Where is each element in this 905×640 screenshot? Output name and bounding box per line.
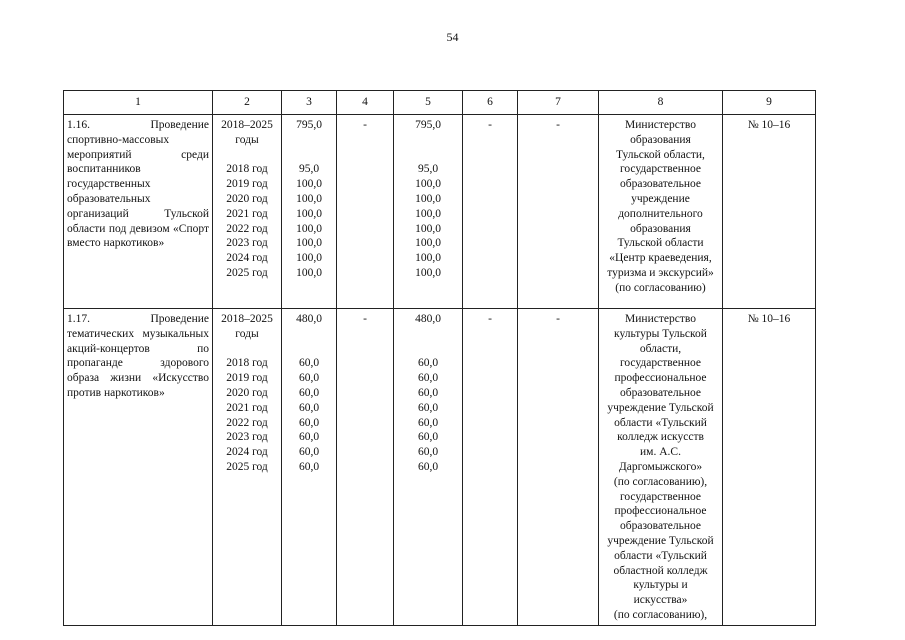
period-cell [213, 115, 282, 309]
year-value: 60,0 [298, 357, 320, 370]
year-value: 60,0 [417, 460, 439, 473]
org-line: культуры и [633, 579, 688, 592]
org-line: дополнительного [618, 207, 703, 220]
year-value: 100,0 [296, 237, 322, 250]
period-unit: годы [235, 133, 259, 146]
period-range: 2018–2025 [221, 119, 273, 131]
header-col-4: 4 [337, 91, 394, 115]
org-line: профессиональное [614, 505, 707, 518]
year-value: 100,0 [415, 252, 441, 265]
org-line: Тульской области [617, 237, 704, 250]
org-line: государственное [619, 357, 702, 370]
year-value: 60,0 [298, 460, 320, 473]
year-value: 60,0 [417, 416, 439, 429]
org-line: профессиональное [614, 372, 707, 385]
year-label: 2024 год [226, 252, 268, 265]
page-number: 54 [446, 30, 459, 44]
year-value: 60,0 [298, 372, 320, 385]
header-col-1: 1 [64, 91, 213, 115]
year-label: 2024 год [226, 446, 268, 459]
year-label: 2020 год [226, 192, 268, 205]
org-line: учреждение Тульской [607, 401, 714, 414]
measure-title: 1.17. Проведение тематических музыкальных акций-концертов по пропаганде здорового образа жизни «Искусство против наркотиков» [64, 309, 213, 626]
header-col-2: 2 [213, 91, 282, 115]
year-value: 60,0 [417, 386, 439, 399]
total-value: 480,0 [296, 313, 322, 325]
year-value: 95,0 [417, 163, 439, 176]
year-value: 100,0 [415, 178, 441, 191]
col5-values [394, 115, 463, 309]
table-row [64, 115, 816, 309]
year-value: 100,0 [296, 207, 322, 220]
col3-values [282, 115, 337, 309]
org-line: им. А.С. [640, 446, 681, 459]
year-value: 60,0 [298, 446, 320, 459]
org-line: государственное [619, 163, 702, 176]
year-value: 100,0 [296, 192, 322, 205]
col7-value: - [518, 309, 599, 626]
col6-value: - [463, 115, 518, 309]
year-value: 100,0 [415, 222, 441, 235]
org-line: образовательное [619, 520, 702, 533]
year-value: 60,0 [417, 357, 439, 370]
year-label: 2025 год [226, 266, 268, 279]
org-line: образовательное [619, 178, 702, 191]
year-label: 2021 год [226, 207, 268, 220]
col4-value: - [337, 115, 394, 309]
year-value: 100,0 [296, 222, 322, 235]
year-value: 60,0 [417, 431, 439, 444]
total-value: 795,0 [296, 119, 322, 131]
responsible-org [599, 309, 723, 626]
year-label: 2018 год [226, 163, 268, 176]
col4-value: - [337, 309, 394, 626]
org-line: области «Тульский [614, 416, 707, 429]
period-unit: годы [235, 327, 259, 340]
year-label: 2022 год [226, 416, 268, 429]
year-value: 100,0 [415, 192, 441, 205]
year-value: 60,0 [417, 401, 439, 414]
year-label: 2019 год [226, 178, 268, 191]
measure-title: 1.16. Проведение спортивно-массовых мероприятий среди воспитанников государственных образовательных организаций Тульской области под девизом «Спорт вместо наркотиков» [64, 115, 213, 309]
col7-value: - [518, 115, 599, 309]
year-label: 2020 год [226, 386, 268, 399]
org-line: туризма и экскурсий» [607, 266, 714, 279]
indicator-ref: № 10–16 [723, 115, 816, 309]
year-value: 60,0 [417, 372, 439, 385]
header-col-7: 7 [518, 91, 599, 115]
org-line: культуры Тульской [614, 327, 707, 340]
year-value: 100,0 [415, 237, 441, 250]
org-line: государственное [619, 490, 702, 503]
col6-value: - [463, 309, 518, 626]
year-value: 95,0 [298, 163, 320, 176]
year-value: 60,0 [298, 416, 320, 429]
year-value: 60,0 [298, 431, 320, 444]
org-line: (по согласованию), [613, 608, 708, 621]
org-line: образовательное [619, 386, 702, 399]
col5-values [394, 309, 463, 626]
year-value: 100,0 [296, 266, 322, 279]
program-table [63, 90, 816, 626]
year-value: 60,0 [298, 386, 320, 399]
table-row [64, 309, 816, 626]
org-line: искусства» [633, 594, 688, 607]
responsible-org [599, 115, 723, 309]
year-label: 2021 год [226, 401, 268, 414]
year-value: 100,0 [415, 207, 441, 220]
total-value: 795,0 [415, 119, 441, 131]
org-line: (по согласованию) [615, 281, 706, 294]
org-line: областной колледж [613, 564, 708, 577]
header-col-5: 5 [394, 91, 463, 115]
col3-values [282, 309, 337, 626]
header-row [64, 91, 816, 115]
org-line: Тульской области, [616, 148, 705, 161]
period-range: 2018–2025 [221, 313, 273, 325]
year-value: 60,0 [417, 446, 439, 459]
org-line: колледж искусств [617, 431, 704, 444]
year-label: 2025 год [226, 460, 268, 473]
year-value: 60,0 [298, 401, 320, 414]
org-line: Министерство [625, 119, 696, 131]
header-col-9: 9 [723, 91, 816, 115]
year-value: 100,0 [415, 266, 441, 279]
org-line: образования [630, 222, 691, 235]
total-value: 480,0 [415, 313, 441, 325]
org-line: учреждение [631, 192, 690, 205]
period-cell [213, 309, 282, 626]
org-line: области «Тульский [614, 549, 707, 562]
year-label: 2023 год [226, 431, 268, 444]
org-line: Даргомыжского» [618, 460, 703, 473]
year-value: 100,0 [296, 252, 322, 265]
year-label: 2018 год [226, 357, 268, 370]
org-line: образования [630, 133, 691, 146]
org-line: «Центр краеведения, [609, 252, 712, 265]
year-label: 2022 год [226, 222, 268, 235]
year-label: 2019 год [226, 372, 268, 385]
year-label: 2023 год [226, 237, 268, 250]
org-line: Министерство [625, 313, 696, 325]
header-col-6: 6 [463, 91, 518, 115]
org-line: области, [639, 342, 682, 355]
header-col-8: 8 [599, 91, 723, 115]
org-line: учреждение Тульской [607, 534, 714, 547]
year-value: 100,0 [296, 178, 322, 191]
org-line: (по согласованию), [613, 475, 708, 488]
indicator-ref: № 10–16 [723, 309, 816, 626]
header-col-3: 3 [282, 91, 337, 115]
